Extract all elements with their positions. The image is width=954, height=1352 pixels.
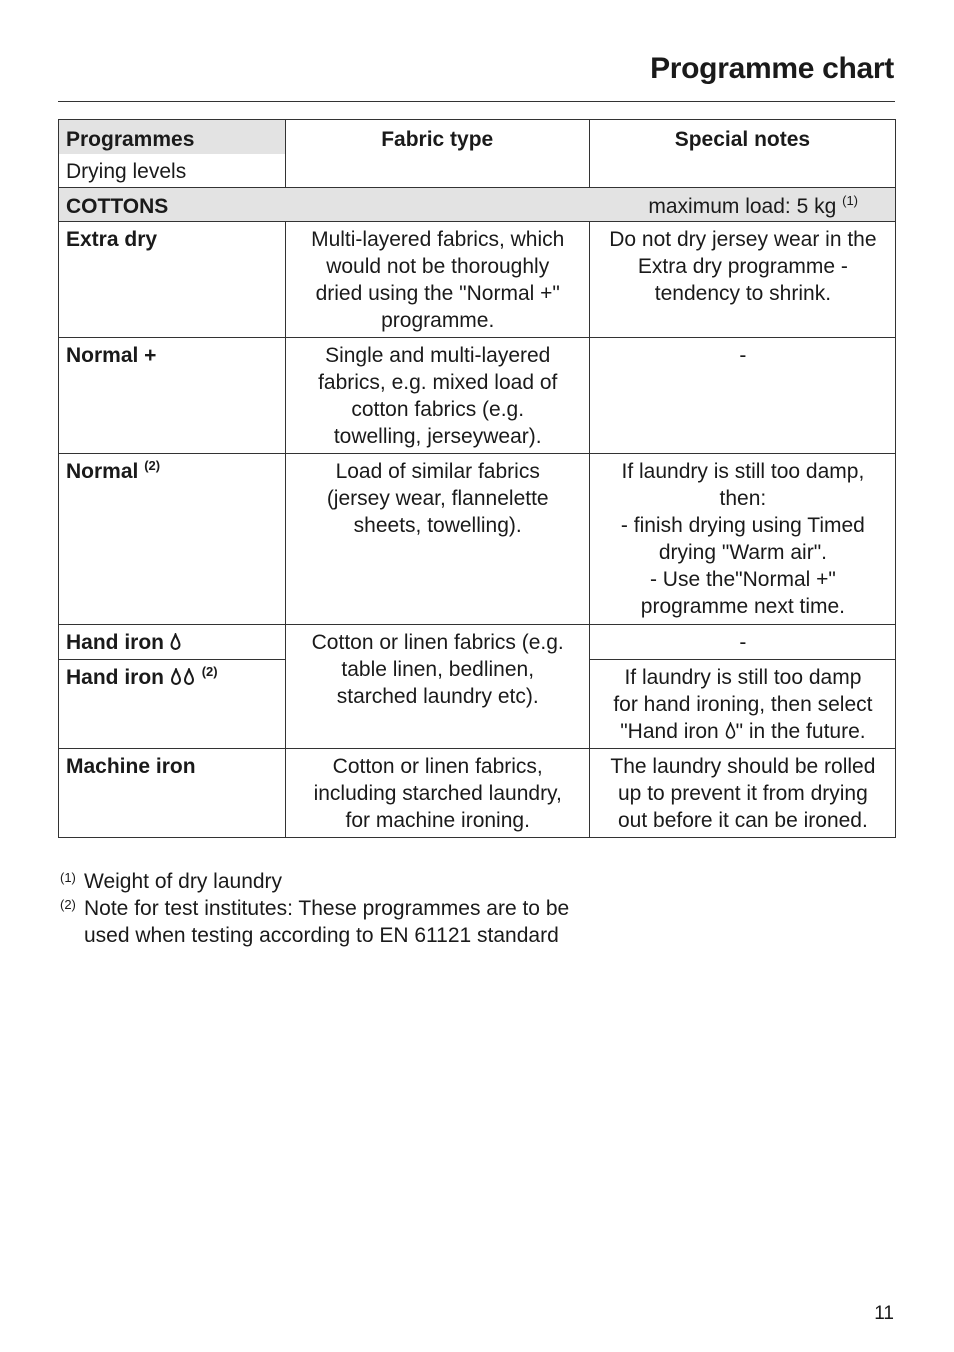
- programme-name-cell: [59, 660, 286, 749]
- special-notes-cell: If laundry is still too damp for hand ironing, then select "Hand iron " in the future.: [589, 660, 895, 749]
- table-row: [59, 749, 896, 838]
- section-max-load: maximum load: 5 kg $^{(1)}$: [648, 193, 858, 218]
- fabric-type-cell: Cotton or linen fabrics, including starched laundry, for machine ironing.: [285, 749, 589, 838]
- fabric-type-cell: Load of similar fabrics (jersey wear, flannelette sheets, towelling).: [285, 454, 589, 625]
- table-row: [59, 454, 896, 625]
- footnotes: [60, 868, 569, 949]
- fabric-type-cell: Cotton or linen fabrics (e.g. table linen, bedlinen, starched laundry etc).: [285, 625, 589, 749]
- header-row: [59, 120, 896, 188]
- page-title: Programme chart: [650, 52, 894, 85]
- title-divider: [58, 101, 895, 102]
- header-drying-levels: Drying levels: [66, 160, 187, 183]
- programme-name: Hand iron: [66, 631, 164, 654]
- drop-icon: [170, 633, 181, 651]
- special-notes-cell: The laundry should be rolled up to prevent it from drying out before it can be ironed.: [589, 749, 895, 838]
- table-row: [59, 338, 896, 454]
- double-drop-icon: [170, 668, 196, 686]
- footnote-text: Weight of dry laundry: [84, 870, 283, 893]
- programme-name-cell: [59, 454, 286, 625]
- programme-name: Normal +: [59, 338, 286, 454]
- footnote-ref: (1): [842, 193, 858, 208]
- special-notes-cell: If laundry is still too damp, then: - finish drying using Timed drying "Warm air". - Use the"Normal +" programme next time.: [589, 454, 895, 625]
- programme-name: Machine iron: [59, 749, 286, 838]
- footnote-mark: (1): [60, 870, 76, 885]
- footnote-mark: (2): [60, 897, 76, 912]
- section-name: COTTONS: [66, 195, 169, 218]
- footnote-ref: (2): [144, 458, 161, 473]
- header-programmes: Programmes: [59, 120, 285, 154]
- drop-icon: [725, 722, 736, 740]
- programme-name: Normal: [66, 460, 139, 483]
- header-special-notes: Special notes: [589, 120, 895, 188]
- footnote-ref: (2): [201, 664, 218, 679]
- programme-name: Extra dry: [59, 222, 286, 338]
- special-notes-cell: Do not dry jersey wear in the Extra dry programme - tendency to shrink.: [589, 222, 895, 338]
- special-notes-cell: -: [589, 625, 895, 660]
- fabric-type-cell: Single and multi-layered fabrics, e.g. mixed load of cotton fabrics (e.g. towelling, jerseywear).: [285, 338, 589, 454]
- special-notes-cell: -: [589, 338, 895, 454]
- table-row: [59, 625, 896, 660]
- programme-chart-table: [58, 119, 896, 838]
- header-programmes-cell: [59, 120, 286, 188]
- section-row-cottons: [59, 188, 896, 222]
- programme-name-cell: [59, 625, 286, 660]
- footnote-text: Note for test institutes: These programmes are to be: [84, 897, 570, 920]
- footnote-text: used when testing according to EN 61121 standard: [84, 924, 559, 947]
- programme-name: Hand iron: [66, 666, 164, 689]
- footnote-1: [60, 868, 569, 895]
- fabric-type-cell: Multi-layered fabrics, which would not be thoroughly dried using the "Normal +" programme.: [285, 222, 589, 338]
- footnote-2: [60, 895, 569, 949]
- header-fabric-type: Fabric type: [285, 120, 589, 188]
- table-row: [59, 222, 896, 338]
- page-number: 11: [874, 1303, 894, 1324]
